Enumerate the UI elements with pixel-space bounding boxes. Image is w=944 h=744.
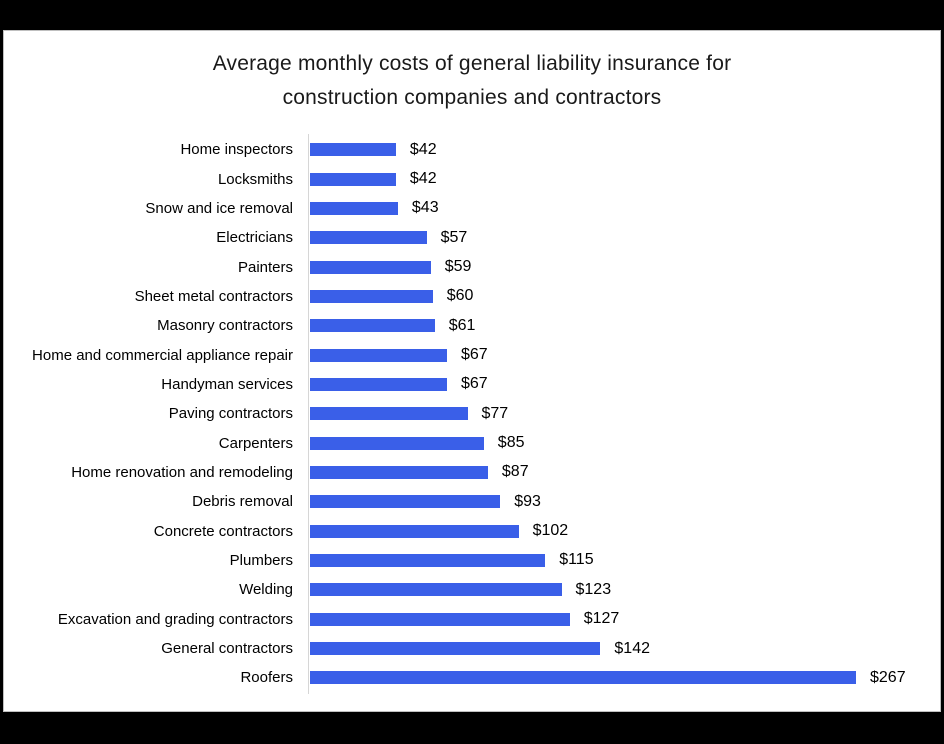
bar-track xyxy=(310,282,940,311)
value-label: $67 xyxy=(461,346,488,364)
category-label: Electricians xyxy=(216,229,293,247)
bar xyxy=(310,202,398,215)
value-label: $115 xyxy=(559,551,594,569)
bar-row xyxy=(4,546,940,575)
bar-row xyxy=(4,575,940,604)
category-label: Concrete contractors xyxy=(153,522,293,540)
bar xyxy=(310,261,431,274)
category-label: Debris removal xyxy=(192,493,293,511)
category-label: Snow and ice removal xyxy=(145,199,293,217)
category-label: Plumbers xyxy=(229,551,293,569)
bar-track xyxy=(310,370,940,399)
category-label: Excavation and grading contractors xyxy=(57,610,293,628)
bar-track xyxy=(310,252,940,281)
value-label: $77 xyxy=(481,404,509,422)
category-label: Sheet metal contractors xyxy=(134,287,293,305)
category-label: Handyman services xyxy=(161,375,293,393)
plot-area xyxy=(4,135,940,693)
bar-track xyxy=(310,516,940,545)
value-label: $42 xyxy=(409,140,437,158)
chart-panel xyxy=(3,30,941,712)
bar-row xyxy=(4,634,940,663)
value-label: $57 xyxy=(440,228,468,246)
category-label: Paving contractors xyxy=(168,405,293,423)
category-label: Home renovation and remodeling xyxy=(71,463,293,481)
bar-row xyxy=(4,605,940,634)
category-label: Home and commercial appliance repair xyxy=(32,346,293,364)
bar xyxy=(310,143,396,156)
chart-title-line2: construction companies and contractors xyxy=(282,86,662,109)
bar-row xyxy=(4,370,940,399)
bar xyxy=(310,495,500,508)
bar-row xyxy=(4,516,940,545)
bar-track xyxy=(310,605,940,634)
bar xyxy=(310,554,545,567)
value-label: $59 xyxy=(444,258,472,276)
value-label: $267 xyxy=(870,668,906,686)
bar-row xyxy=(4,340,940,369)
bar-track xyxy=(310,194,940,223)
bar-track xyxy=(310,340,940,369)
bar-row xyxy=(4,663,940,692)
bar-track xyxy=(310,575,940,604)
value-label: $93 xyxy=(514,492,541,510)
bar-row xyxy=(4,282,940,311)
value-label: $61 xyxy=(448,316,476,334)
bar-row xyxy=(4,135,940,164)
value-label: $67 xyxy=(461,375,488,393)
bar xyxy=(310,583,562,596)
bar xyxy=(310,466,488,479)
value-label: $85 xyxy=(497,434,525,452)
bar-row xyxy=(4,194,940,223)
bar xyxy=(310,613,570,626)
bar-track xyxy=(310,135,940,164)
bar xyxy=(310,525,519,538)
category-label: General contractors xyxy=(161,640,293,658)
value-label: $123 xyxy=(575,580,612,598)
bar-track xyxy=(310,458,940,487)
bar-row xyxy=(4,487,940,516)
bar xyxy=(310,407,468,420)
chart-title-line1: Average monthly costs of general liability insurance for xyxy=(212,52,732,75)
bar xyxy=(310,437,484,450)
bar-track xyxy=(310,663,940,692)
category-label: Masonry contractors xyxy=(157,317,293,335)
bar-rows xyxy=(4,135,940,693)
bar xyxy=(310,671,856,684)
bar xyxy=(310,231,427,244)
bar-track xyxy=(310,164,940,193)
category-label: Carpenters xyxy=(218,434,293,452)
value-label: $42 xyxy=(409,170,437,188)
bar-row xyxy=(4,428,940,457)
category-label: Home inspectors xyxy=(180,141,293,159)
value-label: $87 xyxy=(501,463,529,481)
bar xyxy=(310,173,396,186)
bar xyxy=(310,290,433,303)
bar-row xyxy=(4,252,940,281)
bar-row xyxy=(4,311,940,340)
bar-track xyxy=(310,634,940,663)
bar xyxy=(310,319,435,332)
bar-track xyxy=(310,428,940,457)
category-label: Locksmiths xyxy=(217,170,293,188)
bar-track xyxy=(310,487,940,516)
value-label: $142 xyxy=(614,639,650,657)
value-label: $43 xyxy=(411,199,439,217)
bar-track xyxy=(310,311,940,340)
category-label: Welding xyxy=(239,581,293,599)
chart-title xyxy=(4,47,940,115)
bar-row xyxy=(4,399,940,428)
value-label: $102 xyxy=(532,522,569,540)
bar-track xyxy=(310,223,940,252)
bar-row xyxy=(4,458,940,487)
bar-row xyxy=(4,164,940,193)
category-label: Painters xyxy=(237,258,293,276)
bar xyxy=(310,378,447,391)
bar-track xyxy=(310,399,940,428)
value-label: $60 xyxy=(446,287,474,305)
bar xyxy=(310,642,600,655)
bar-row xyxy=(4,223,940,252)
bar xyxy=(310,349,447,362)
value-label: $127 xyxy=(583,610,620,628)
category-label: Roofers xyxy=(240,669,293,687)
bar-track xyxy=(310,546,940,575)
